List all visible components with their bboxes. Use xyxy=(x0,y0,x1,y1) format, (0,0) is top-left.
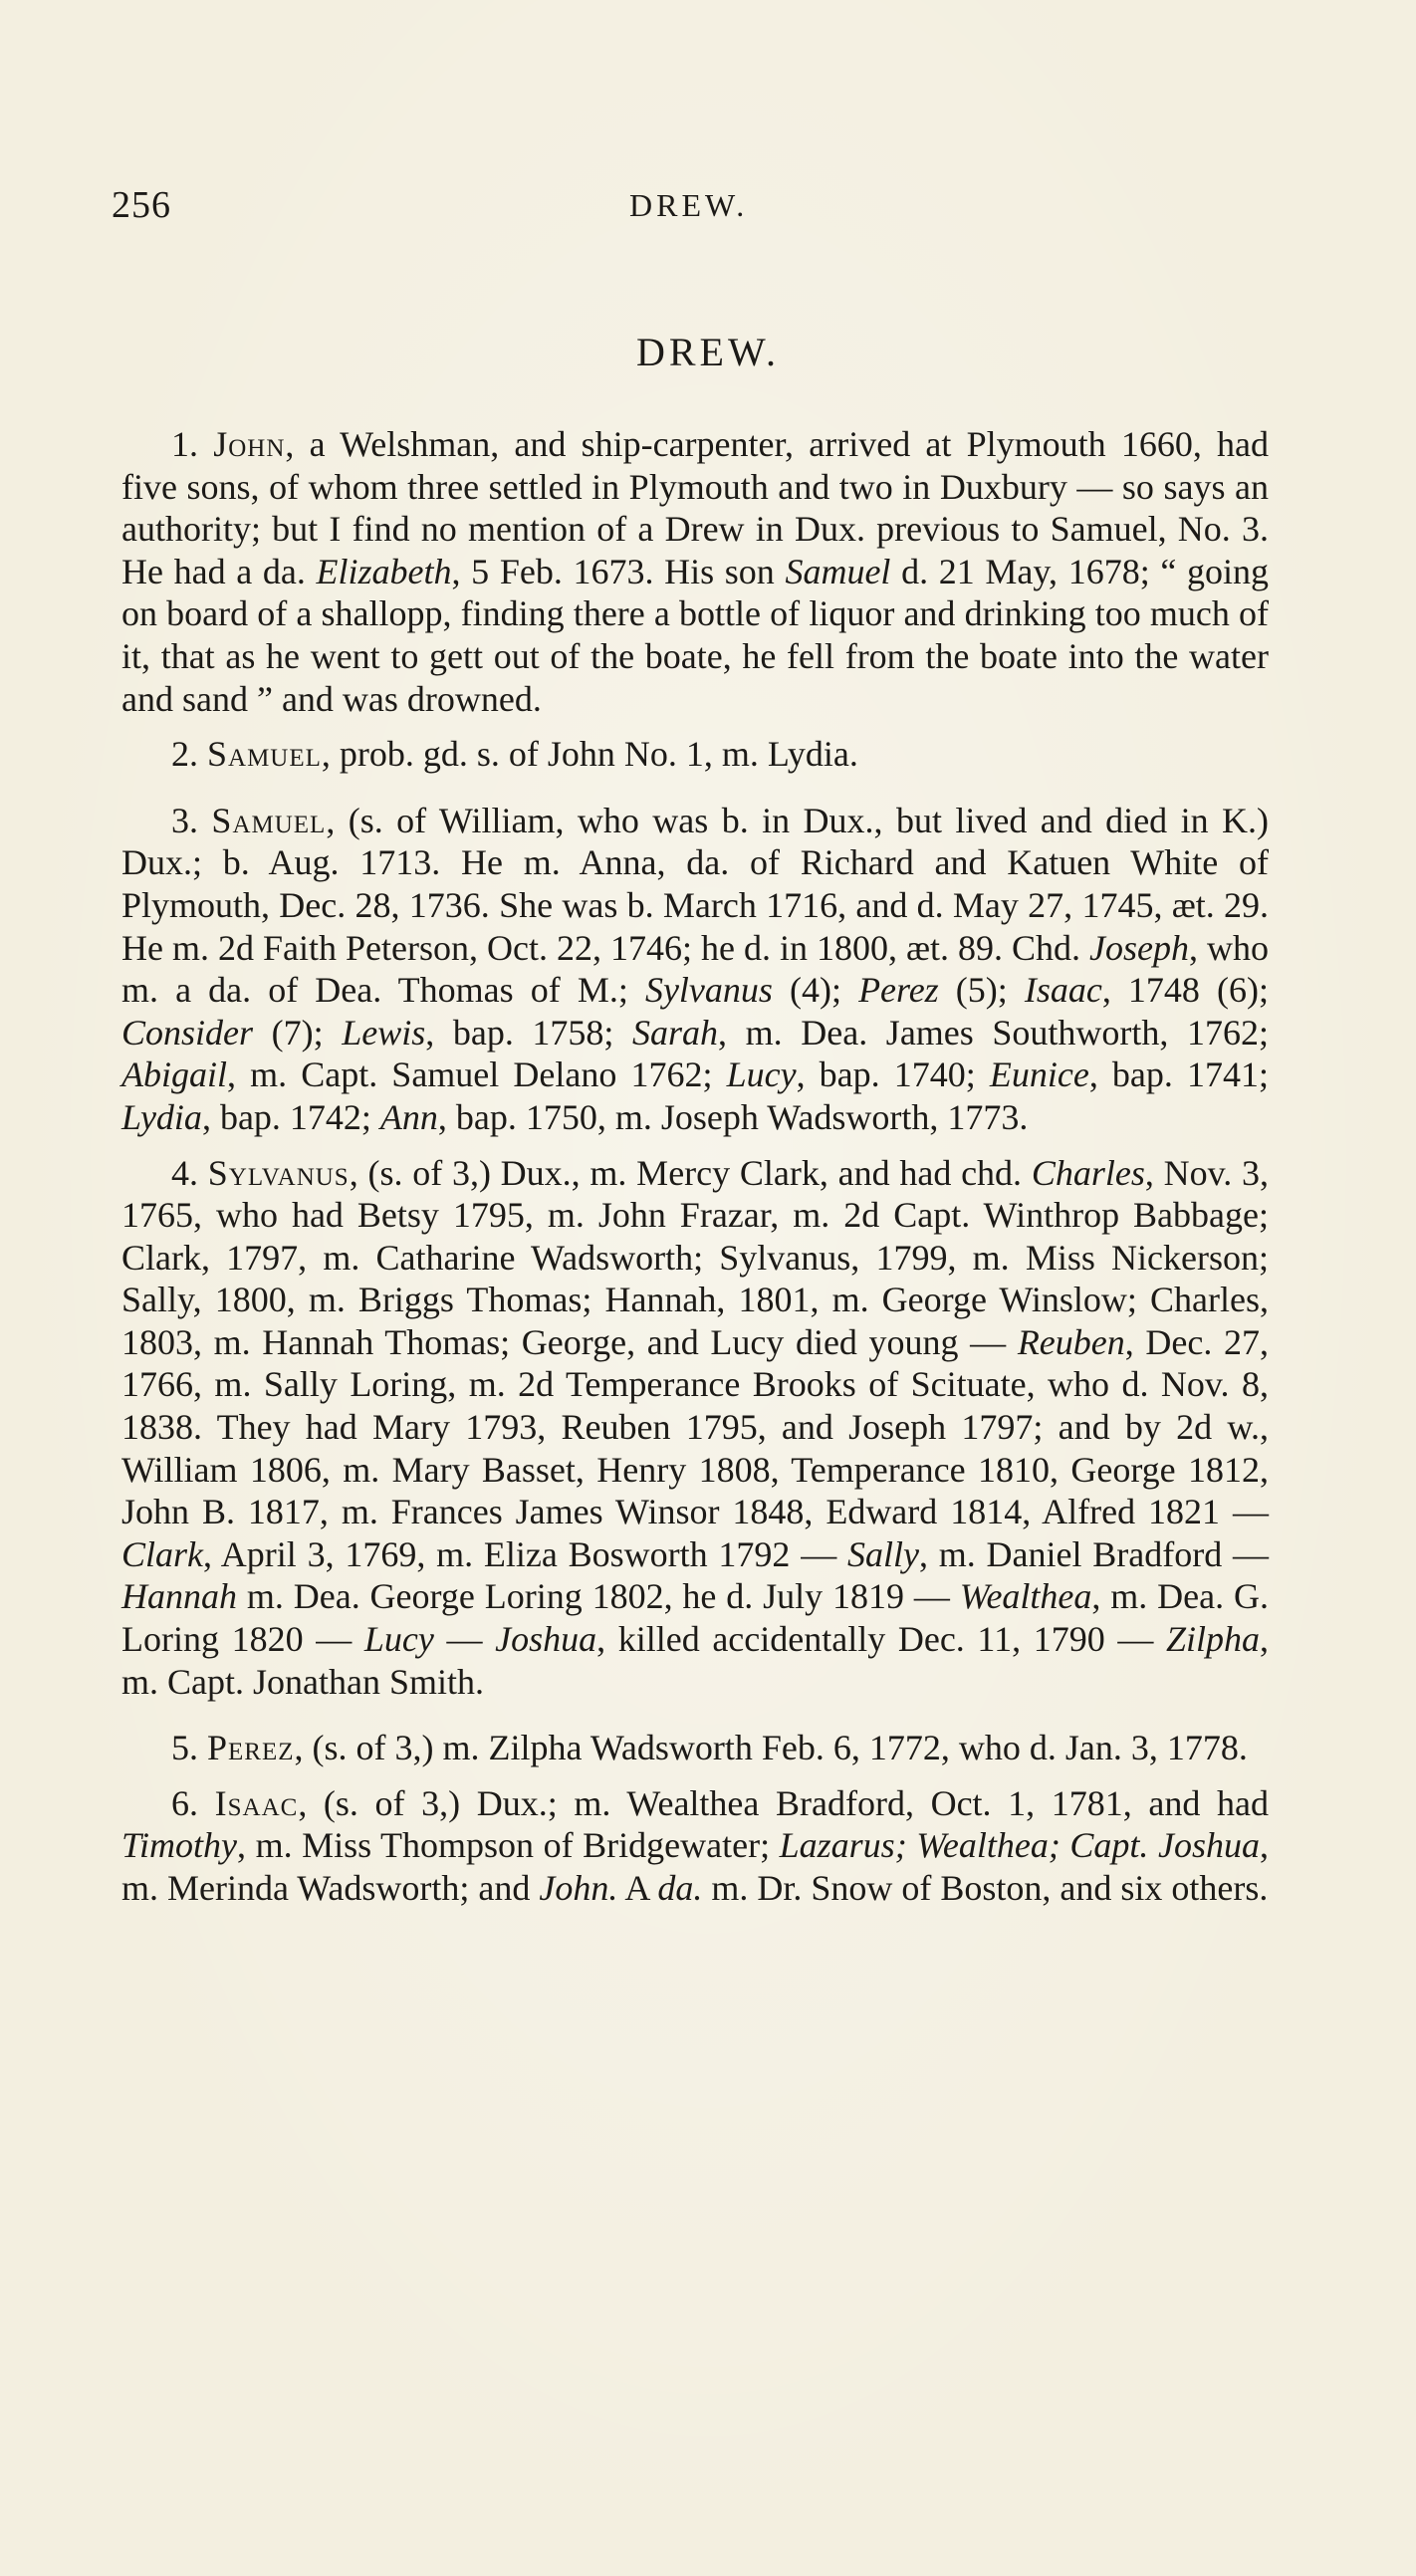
entry-text: , m. Capt. Samuel Delano 1762; xyxy=(227,1054,727,1095)
child-name: Lucy xyxy=(726,1054,797,1095)
child-name: Lewis xyxy=(342,1012,426,1053)
entry-name: Isaac xyxy=(214,1782,299,1823)
entry-text: , m. Dea. James Southworth, 1762; xyxy=(718,1012,1270,1053)
entry-text: , (s. of 3,) Dux.; m. Wealthea Bradford, Oct. 1, 1781, and had xyxy=(298,1782,1269,1823)
entry-text: d. 21 May, 1678; “ going on board of a shallopp, finding there a bottle of liquor and drinking too much of it, that as he went to gett out of the boate, he fell from the boate into the water and sand ” and was drowned. xyxy=(121,551,1269,719)
child-name: Clark xyxy=(121,1533,204,1574)
child-name: Sarah xyxy=(632,1012,719,1053)
entry-5 xyxy=(121,1727,1269,1769)
child-name: Consider xyxy=(121,1012,254,1053)
entry-text: , bap. 1742; xyxy=(201,1096,380,1137)
child-name: Samuel xyxy=(785,551,891,591)
child-name: Lazarus; Wealthea; Capt. Joshua xyxy=(779,1825,1260,1866)
child-name: Isaac xyxy=(1024,970,1102,1011)
child-name: Timothy xyxy=(121,1825,238,1866)
entry-name: Perez xyxy=(207,1728,295,1768)
child-name: Lydia xyxy=(121,1096,202,1137)
child-name: Abigail xyxy=(121,1054,227,1095)
child-name: Ann xyxy=(379,1096,438,1137)
entry-text: , bap. 1741; xyxy=(1088,1054,1270,1095)
entry-text: m. Dea. George Loring 1802, he d. July 1819 — xyxy=(237,1576,960,1617)
entry-text: , (s. of William, who was b. in Dux., but lived and died in K.) Dux.; b. Aug. 1713. He m. Anna, da. of Richard and Katuen White of Plymouth, Dec. 28, 1736. She was b. March 1716, and d. May 27, 1745, æt. 29. He m. 2d Faith Peterson, Oct. 22, 1746; he d. in 1800, æt. 89. Chd. xyxy=(121,800,1269,968)
entry-text: , who m. a da. of Dea. Thomas of M.; xyxy=(121,927,1270,1011)
entry-number: 6. xyxy=(171,1782,198,1823)
entry-name: John xyxy=(213,424,286,464)
entry-text: , bap. 1758; xyxy=(425,1012,633,1053)
entry-text: , prob. gd. s. of John No. 1, m. Lydia. xyxy=(321,734,858,775)
child-name: Hannah xyxy=(121,1576,237,1617)
child-name: Zilpha xyxy=(1165,1619,1260,1660)
entry-text: , bap. 1750, m. Joseph Wadsworth, 1773. xyxy=(437,1096,1029,1137)
entry-text: , (s. of 3,) Dux., m. Mercy Clark, and had chd. xyxy=(349,1152,1032,1193)
entry-number: 5. xyxy=(171,1728,198,1768)
entry-text: (5); xyxy=(938,970,1025,1011)
child-name: Reuben xyxy=(1017,1321,1125,1362)
child-name: Sally xyxy=(846,1533,919,1574)
entry-name: Samuel xyxy=(211,800,327,840)
entry-3 xyxy=(121,800,1269,1139)
entry-number: 4. xyxy=(171,1152,198,1193)
entry-text: , a Welshman, and ship-carpenter, arrived at Plymouth 1660, had five sons, of whom three settled in Plymouth and two in Duxbury — so says an authority; but I find no mention of a Drew in Dux. previous to Samuel, No. 3. He had a da. xyxy=(121,424,1270,591)
entry-text: , Dec. 27, 1766, m. Sally Loring, m. 2d Temperance Brooks of Scituate, who d. Nov. 8, 1838. They had Mary 1793, Reuben 1795, and Joseph 1797; and by 2d w., William 1806, m. Mary Basset, Henry 1808, Temperance 1810, George 1812, John B. 1817, m. Frances James Winsor 1848, Edward 1814, Alfred 1821 — xyxy=(121,1321,1269,1532)
child-name: Elizabeth xyxy=(316,551,452,591)
child-name: John. xyxy=(539,1868,618,1908)
entry-text: , m. Miss Thompson of Bridgewater; xyxy=(237,1825,780,1866)
entry-text: , 1748 (6); xyxy=(1101,970,1269,1011)
child-name: Perez xyxy=(858,970,939,1011)
section-title: DREW. xyxy=(635,330,781,374)
running-head xyxy=(112,183,1275,233)
entry-1 xyxy=(121,423,1269,720)
child-name: Eunice xyxy=(989,1054,1089,1095)
child-name: Joseph xyxy=(1089,927,1189,968)
entry-name: Sylvanus xyxy=(207,1152,350,1193)
entry-text: , (s. of 3,) m. Zilpha Wadsworth Feb. 6, 1772, who d. Jan. 3, 1778. xyxy=(294,1728,1248,1768)
child-name: Sylvanus xyxy=(644,970,773,1011)
entry-number: 1. xyxy=(171,424,198,464)
entry-number: 3. xyxy=(171,800,198,840)
body-text xyxy=(121,423,1269,1910)
entry-text: , m. Dea. G. Loring 1820 — xyxy=(121,1576,1269,1660)
running-title: DREW. xyxy=(629,187,749,223)
entry-4 xyxy=(121,1152,1269,1704)
child-name: Joshua xyxy=(495,1619,597,1660)
entry-text: (4); xyxy=(772,970,859,1011)
entry-text: — xyxy=(433,1619,496,1660)
entry-text: (7); xyxy=(253,1012,343,1053)
entry-text: A xyxy=(617,1868,658,1908)
entry-text: m. Dr. Snow of Boston, and six others. xyxy=(702,1868,1269,1908)
entry-text: , m. Merinda Wadsworth; and xyxy=(121,1825,1269,1908)
entry-text: , 5 Feb. 1673. His son xyxy=(451,551,786,591)
child-name: Lucy xyxy=(363,1619,434,1660)
child-name: Wealthea xyxy=(959,1576,1092,1617)
entry-number: 2. xyxy=(171,734,198,775)
child-name: Charles xyxy=(1031,1152,1145,1193)
entry-text: , killed accidentally Dec. 11, 1790 — xyxy=(596,1619,1166,1660)
entry-name: Samuel xyxy=(207,734,322,775)
entry-text: , m. Capt. Jonathan Smith. xyxy=(121,1619,1269,1702)
entry-text: , m. Daniel Bradford — xyxy=(918,1533,1269,1574)
entry-6 xyxy=(121,1782,1269,1910)
entry-text: , April 3, 1769, m. Eliza Bosworth 1792 — xyxy=(203,1533,847,1574)
page-number: 256 xyxy=(112,184,171,226)
entry-2 xyxy=(121,733,1269,776)
child-name: da. xyxy=(657,1868,703,1908)
entry-text: , bap. 1740; xyxy=(796,1054,990,1095)
entry-text: , Nov. 3, 1765, who had Betsy 1795, m. John Frazar, m. 2d Capt. Winthrop Babbage; Clark, 1797, m. Catharine Wadsworth; Sylvanus, 1799, m. Miss Nickerson; Sally, 1800, m. Briggs Thomas; Hannah, 1801, m. George Winslow; Charles, 1803, m. Hannah Thomas; George, and Lucy died young — xyxy=(121,1152,1269,1362)
